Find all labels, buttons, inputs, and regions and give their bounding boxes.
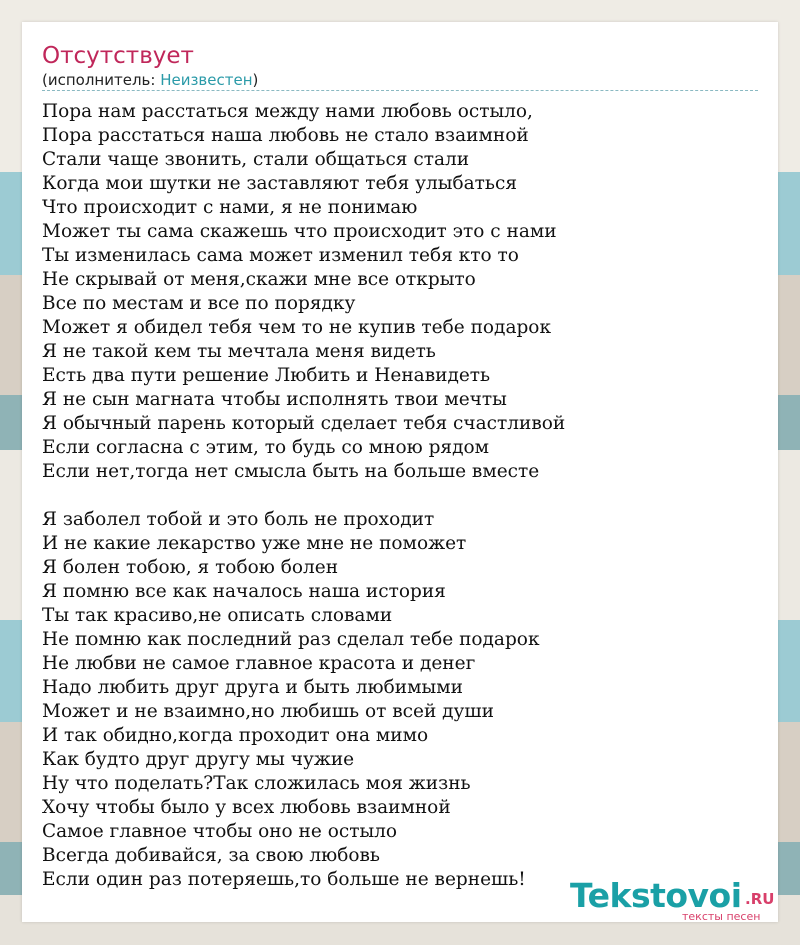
lyric-line: И не какие лекарство уже мне не поможет [42,533,467,554]
lyric-line: Что происходит с нами, я не понимаю [42,197,418,218]
lyric-line: Все по местам и все по порядку [42,293,356,314]
lyric-line: Есть два пути решение Любить и Ненавидеть [42,365,491,386]
artist-link[interactable]: Неизвестен [160,71,253,89]
lyric-line: Если согласна с этим, то будь со мною рядом [42,437,489,458]
logo-wordmark: Tekstovoi [570,876,742,915]
lyric-line: Хочу чтобы было у всех любовь взаимной [42,797,451,818]
lyric-line: Ты так красиво,не описать словами [42,605,393,626]
lyric-line: И так обидно,когда проходит она мимо [42,725,429,746]
lyric-line: Ну что поделать?Так сложилась моя жизнь [42,773,471,794]
lyric-line: Пора нам расстаться между нами любовь остыло, [42,101,533,122]
lyric-line: Самое главное чтобы оно не остыло [42,821,398,842]
lyric-line: Я не такой кем ты мечтала меня видеть [42,341,436,362]
lyric-line: Может и не взаимно,но любишь от всей души [42,701,494,722]
site-logo[interactable] [570,878,780,924]
lyric-line: Я обычный парень который сделает тебя счастливой [42,413,566,434]
lyric-line: Не скрывай от меня,скажи мне все открыто [42,269,476,290]
lyric-line: Может я обидел тебя чем то не купив тебе подарок [42,317,552,338]
divider [42,90,758,91]
lyric-line: Не помню как последний раз сделал тебе подарок [42,629,540,650]
lyric-line: Если нет,тогда нет смысла быть на больше вместе [42,461,540,482]
lyrics-text [42,100,762,892]
lyric-line: Надо любить друг друга и быть любимыми [42,677,463,698]
lyric-line: Я не сын магната чтобы исполнять твои мечты [42,389,507,410]
lyric-line: Когда мои шутки не заставляют тебя улыбаться [42,173,517,194]
lyric-line: Как будто друг другу мы чужие [42,749,355,770]
artist-prefix: (исполнитель: [42,71,161,89]
lyric-line: Я заболел тобой и это боль не проходит [42,509,435,530]
lyrics-card [22,22,778,922]
lyric-line: Пора расстаться наша любовь не стало взаимной [42,125,529,146]
song-title: Отсутствует [42,43,194,69]
lyric-line: Если один раз потеряешь,то больше не вернешь! [42,869,526,890]
lyric-line: Я болен тобою, я тобою болен [42,557,339,578]
lyric-line: Всегда добивайся, за свою любовь [42,845,380,866]
lyric-line: Может ты сама скажешь что происходит это с нами [42,221,557,242]
lyric-line: Ты изменилась сама может изменил тебя кто то [42,245,519,266]
lyric-line: Стали чаще звонить, стали общаться стали [42,149,470,170]
logo-tagline: тексты песен [682,910,761,923]
stanza-break [42,484,762,508]
artist-suffix: ) [252,71,259,89]
logo-domain-suffix: .RU [745,890,775,908]
artist-line [42,71,258,89]
lyric-line: Я помню все как началось наша история [42,581,446,602]
lyric-line: Не любви не самое главное красота и денег [42,653,476,674]
